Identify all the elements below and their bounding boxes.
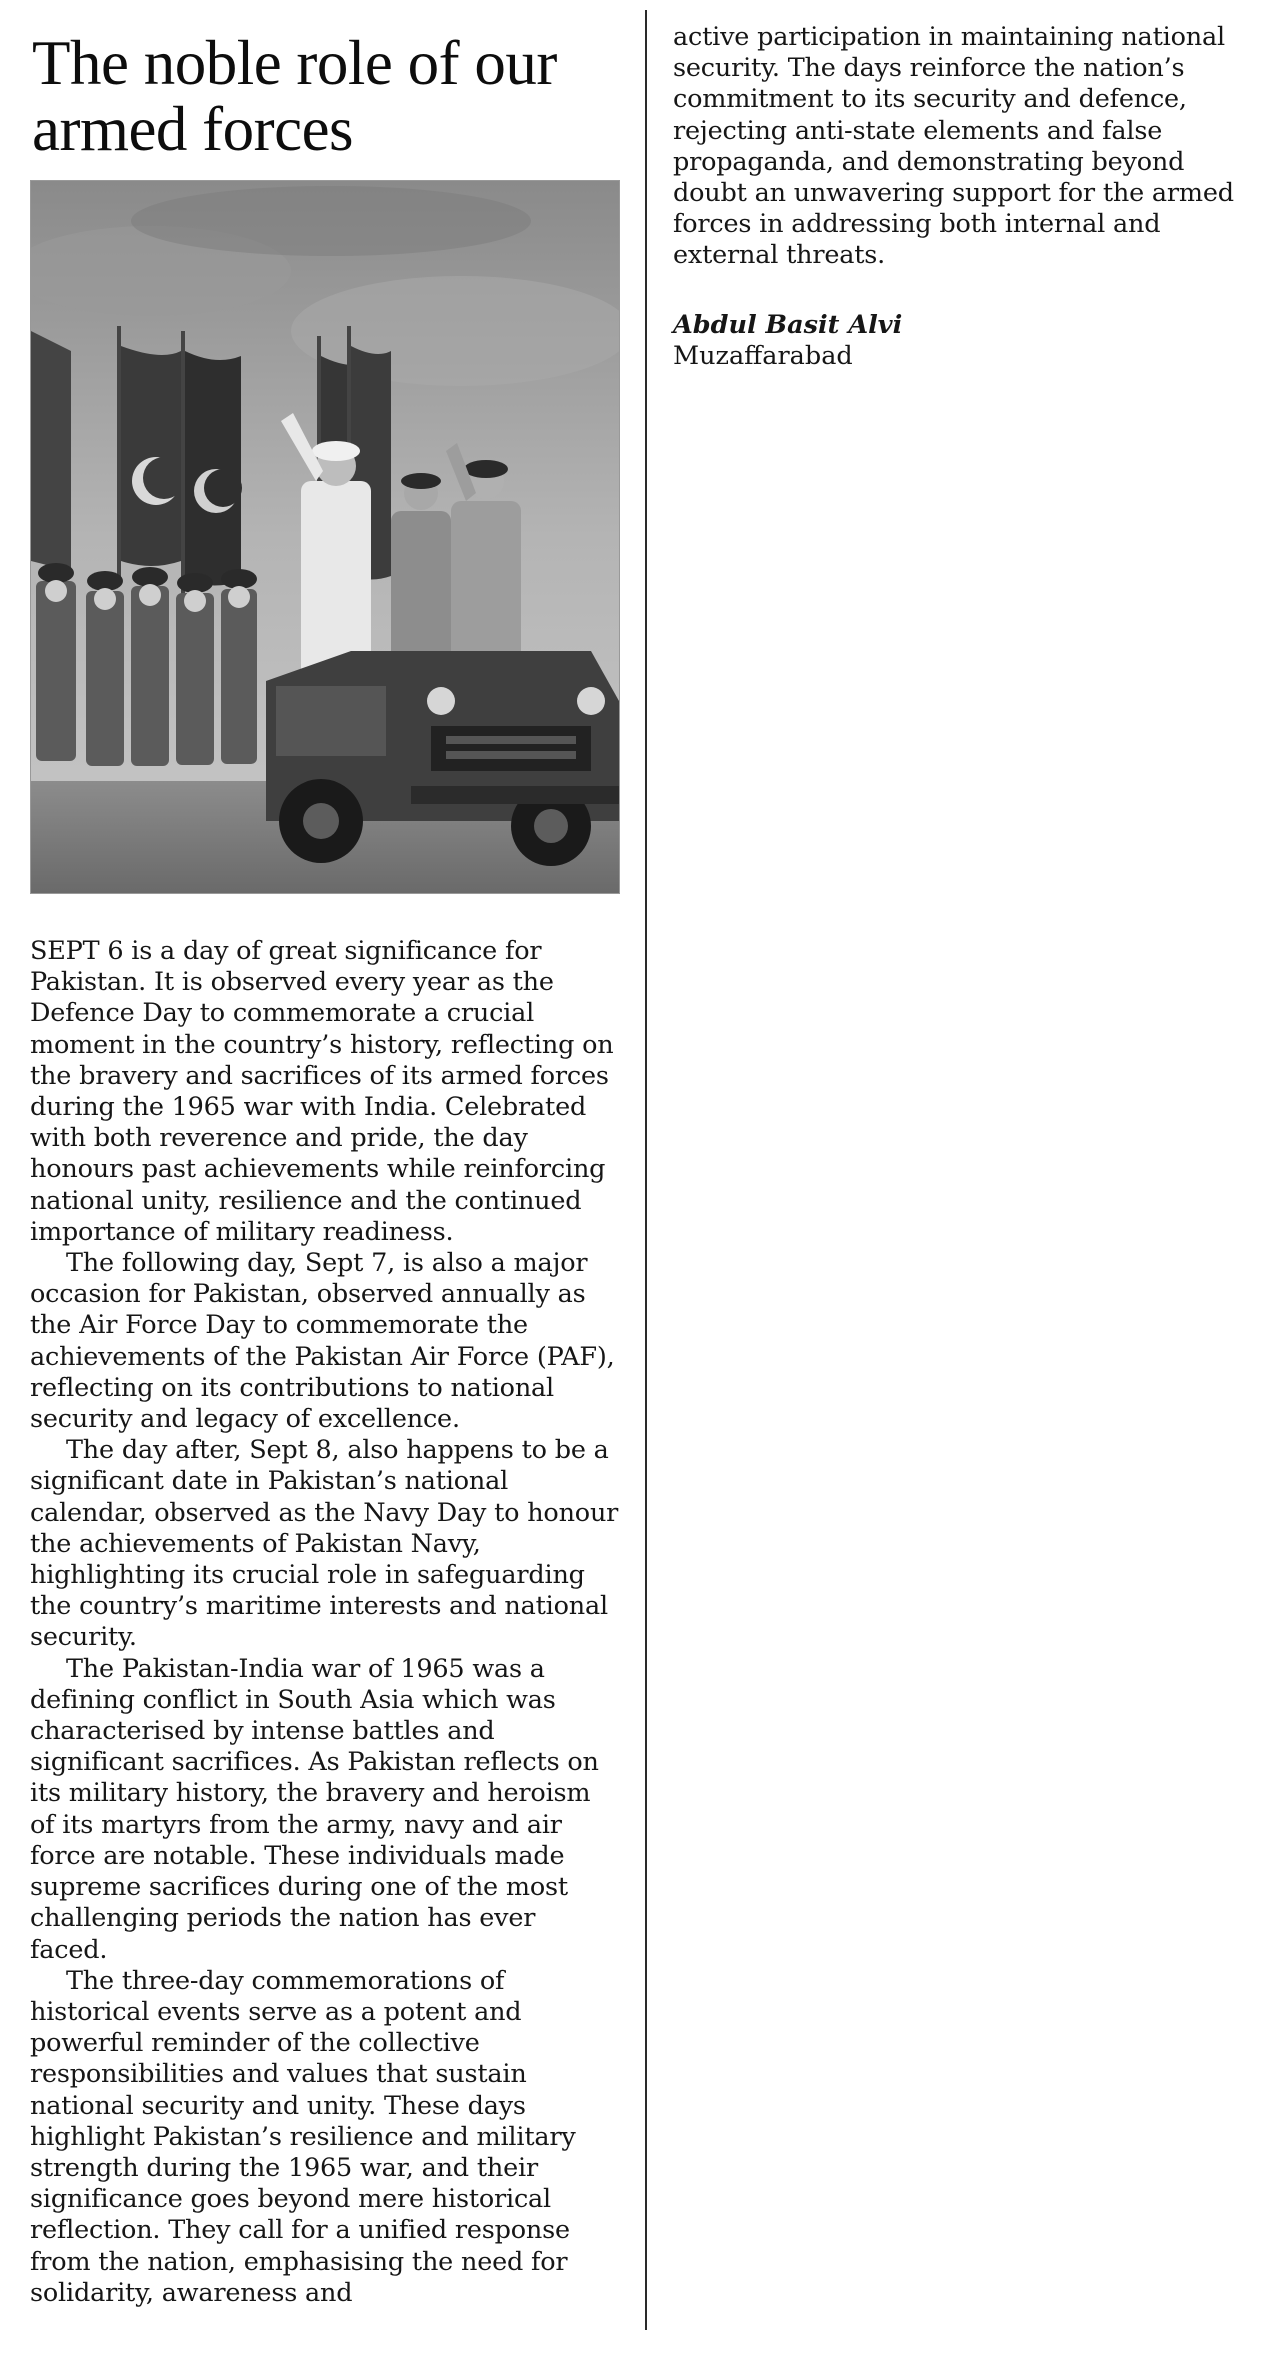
article-body <box>30 936 620 2309</box>
author-location: Muzaffarabad <box>673 340 853 371</box>
paragraph-4: The Pakistan-India war of 1965 was a defining conflict in South Asia which was characterised by intense battles and significant sacrifices. As Pakistan reflects on its military history, the bravery and heroism of its martyrs from the army, navy and air force are notable. These individuals made supreme sacrifices during one of the most challenging periods the nation has ever faced. <box>30 1653 599 1965</box>
parade-photo <box>30 180 620 894</box>
left-column <box>30 20 620 2309</box>
signature <box>673 310 1258 372</box>
paragraph-5: The three-day commemorations of historical events serve as a potent and powerful reminder of the collective responsibilities and values that sustain national security and unity. These days highlight Pakistan’s resilience and military strength during the 1965 war, and their significance goes beyond mere historical reflection. They call for a unified response from the nation, emphasising the need for solidarity, awareness and <box>30 1965 576 2308</box>
paragraph-3: The day after, Sept 8, also happens to be a significant date in Pakistan’s national calendar, observed as the Navy Day to honour the achievements of Pakistan Navy, highlighting its crucial role in safeguarding the country’s maritime interests and national security. <box>30 1435 619 1653</box>
author-name: Abdul Basit Alvi <box>673 309 903 340</box>
paragraph-continuation: active participation in maintaining national security. The days reinforce the nation’s commitment to its security and defence, rejecting anti-state elements and false propaganda, and demonstrating beyond doubt an unwavering support for the armed forces in addressing both internal and external threats. <box>673 22 1234 271</box>
right-column <box>673 22 1258 372</box>
paragraph-2: The following day, Sept 7, is also a major occasion for Pakistan, observed annually as the Air Force Day to commemorate the achievements of the Pakistan Air Force (PAF), reflecting on its contributions to national security and legacy of excellence. <box>30 1248 615 1435</box>
column-divider <box>645 10 647 2330</box>
headline: The noble role of our armed forces <box>32 28 557 164</box>
paragraph-1: SEPT 6 is a day of great significance for Pakistan. It is observed every year as the Defence Day to commemorate a crucial moment in the country’s history, reflecting on the bravery and sacrifices of its armed forces during the 1965 war with India. Celebrated with both reverence and pride, the day honours past achievements while reinforcing national unity, resilience and the continued importance of military readiness. <box>30 936 614 1247</box>
